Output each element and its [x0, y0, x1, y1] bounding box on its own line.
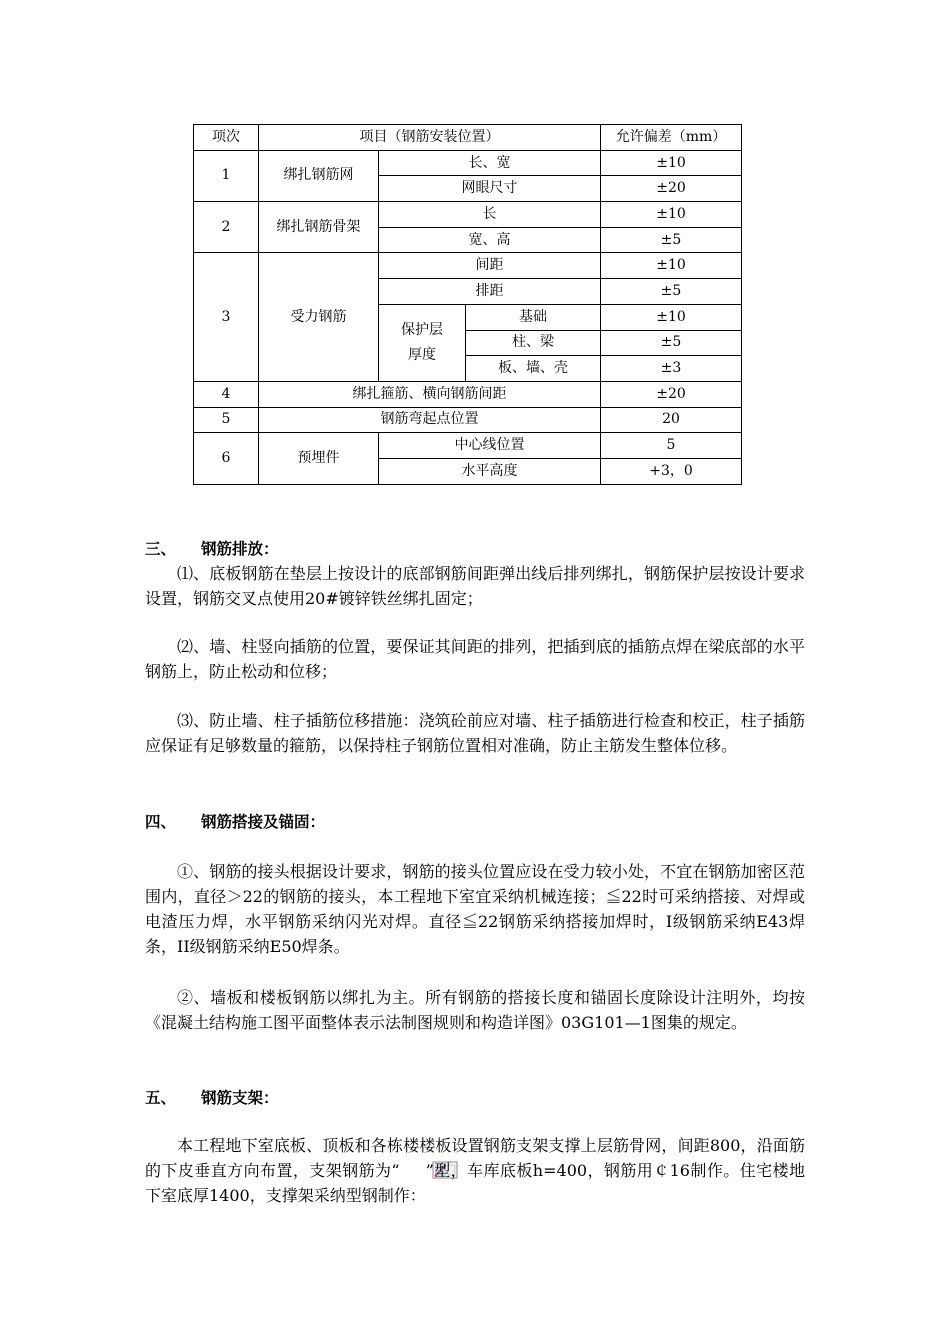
row-tolerance: ±10 [601, 304, 742, 330]
row-item: 绑扎箍筋、横向钢筋间距 [259, 381, 601, 407]
row-item: 绑扎钢筋骨架 [259, 202, 379, 253]
row-tolerance: ±5 [601, 227, 742, 253]
row-tolerance: ±3 [601, 356, 742, 382]
row-tolerance: ±10 [601, 150, 742, 176]
row-subitem: 板、墙、壳 [466, 356, 601, 382]
row-tolerance: ±10 [601, 253, 742, 279]
section-3-paragraph-1: ⑴、底板钢筋在垫层上按设计的底部钢筋间距弹出线后排列绑扎，钢筋保护层按设计要求设置，钢筋交叉点使用20#镀锌铁丝绑扎固定； [145, 564, 805, 608]
row-subitem: 中心线位置 [379, 433, 601, 459]
row-subitem: 长 [379, 202, 601, 228]
header-item: 项目（钢筋安装位置） [259, 125, 601, 151]
row-subitem: 水平高度 [379, 458, 601, 484]
row-tolerance: 20 [601, 407, 742, 433]
row-tolerance: ±20 [601, 176, 742, 202]
table-row [194, 433, 742, 459]
row-no: 4 [194, 381, 259, 407]
row-subitem: 长、宽 [379, 150, 601, 176]
row-item: 预埋件 [259, 433, 379, 484]
header-tolerance: 允许偏差（mm） [601, 125, 742, 151]
section-heading-3: 三、 钢筋排放： [145, 539, 279, 558]
row-no: 6 [194, 433, 259, 484]
row-subitem: 排距 [379, 279, 601, 305]
table-row [194, 253, 742, 279]
row-tolerance: ±20 [601, 381, 742, 407]
table-header-row [194, 125, 742, 151]
support-bar-shape-icon [400, 1161, 426, 1179]
tolerance-table [193, 124, 742, 485]
row-tolerance: +3，0 [601, 458, 742, 484]
row-tolerance: ±5 [601, 279, 742, 305]
section-3-paragraph-3: ⑶、防止墙、柱子插筋位移措施：浇筑砼前应对墙、柱子插筋进行检查和校正，柱子插筋应保证有足够数量的箍筋，以保持柱子钢筋位置相对准确，防止主筋发生整体位移。 [145, 711, 805, 755]
row-item: 受力钢筋 [259, 253, 379, 381]
section-5-paragraph-1: 本工程地下室底板、顶板和各栋楼楼板设置钢筋支架支撑上层筋骨网，间距800，沿面筋的下皮垂直方向布置，支架钢筋为“ ”型，车库底板h=400，钢筋用￠16制作。住宅楼地下室底厚1400，支撑架采纳型钢制作： [145, 1136, 805, 1205]
section-heading-5: 五、 钢筋支架： [145, 1088, 279, 1107]
row-subitem: 基础 [466, 304, 601, 330]
section-4-paragraph-2: ②、墙板和楼板钢筋以绑扎为主。所有钢筋的搭接长度和锚固长度除设计注明外，均按《混凝土结构施工图平面整体表示法制图规则和构造详图》03G101—1图集的规定。 [145, 988, 805, 1032]
row-tolerance: ±10 [601, 202, 742, 228]
row-tolerance: 5 [601, 433, 742, 459]
section-4-paragraph-1: ①、钢筋的接头根据设计要求，钢筋的接头位置应设在受力较小处，不宜在钢筋加密区范围内，直径＞22的钢筋的接头，本工程地下室宜采纳机械连接；≦22时可采纳搭接、对焊或电渣压力焊，水平钢筋采纳闪光对焊。直径≦22钢筋采纳搭接加焊时，I级钢筋采纳E43焊条，II级钢筋采纳E50焊条。 [145, 862, 805, 956]
row-no: 1 [194, 150, 259, 201]
row-subitem: 间距 [379, 253, 601, 279]
row-no: 2 [194, 202, 259, 253]
table-row [194, 150, 742, 176]
section-heading-4: 四、 钢筋搭接及锚固： [145, 812, 326, 831]
section-3-paragraph-2: ⑵、墙、柱竖向插筋的位置，要保证其间距的排列，把插到底的插筋点焊在梁底部的水平钢筋上，防止松动和位移； [145, 637, 805, 681]
row-subitem: 网眼尺寸 [379, 176, 601, 202]
row-item: 绑扎钢筋网 [259, 150, 379, 201]
row-subitem: 柱、梁 [466, 330, 601, 356]
row-subitem: 宽、高 [379, 227, 601, 253]
header-no: 项次 [194, 125, 259, 151]
table-row [194, 202, 742, 228]
row-tolerance: ±5 [601, 330, 742, 356]
row-no: 5 [194, 407, 259, 433]
table-row [194, 381, 742, 407]
cover-thickness-label: 保护层厚度 [379, 304, 466, 381]
row-item: 钢筋弯起点位置 [259, 407, 601, 433]
row-no: 3 [194, 253, 259, 381]
table-row [194, 407, 742, 433]
